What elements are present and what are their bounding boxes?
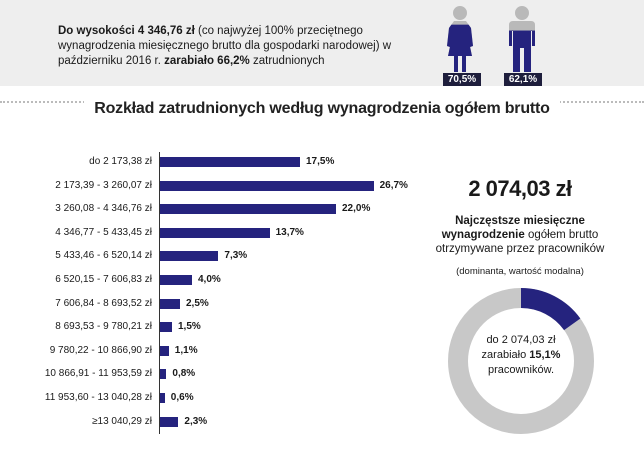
bar	[160, 417, 178, 427]
bar-value-label: 0,8%	[172, 368, 196, 380]
bar-value-label: 17,5%	[306, 156, 335, 167]
bar-value-label: 26,7%	[379, 179, 408, 191]
bar	[160, 299, 180, 309]
donut-caption	[466, 333, 576, 378]
category-label: 10 866,91 - 11 953,59 zł	[44, 368, 152, 380]
bar	[160, 228, 270, 238]
category-label: do 2 173,38 zł	[89, 156, 152, 167]
bar-value-label: 1,5%	[178, 321, 201, 333]
mode-desc-bold-2: wynagrodzenie	[441, 229, 525, 241]
man-icon	[498, 4, 546, 74]
man-fill	[498, 31, 546, 74]
bar	[160, 275, 192, 285]
mode-description	[410, 214, 630, 256]
bar-value-label: 7,3%	[224, 250, 248, 262]
category-label: 8 693,53 - 9 780,21 zł	[55, 321, 152, 333]
bar-value-label: 4,0%	[198, 274, 221, 285]
donut-line-2b: 15,1%	[529, 349, 561, 361]
mode-note: (dominanta, wartość modalna)	[456, 266, 584, 277]
intro-text-2: zatrudnionych	[249, 55, 325, 67]
bar-value-label: 2,3%	[184, 415, 208, 427]
mode-desc-1: ogółem brutto	[524, 229, 599, 241]
bar	[160, 251, 218, 261]
mode-value: 2 074,03 zł	[468, 176, 572, 201]
bar	[160, 181, 374, 191]
category-label: 11 953,60 - 13 040,28 zł	[44, 392, 152, 403]
donut-line-1: do 2 074,03 zł	[486, 334, 556, 346]
mode-desc-bold-1: Najczęstsze miesięczne	[455, 215, 585, 227]
intro-bold-1: Do wysokości 4 346,76 zł	[58, 25, 195, 37]
category-label: 4 346,77 - 5 433,45 zł	[55, 226, 152, 238]
bar	[160, 322, 172, 332]
woman-fill	[436, 25, 484, 74]
category-label: 9 780,22 - 10 866,90 zł	[49, 344, 152, 356]
men-percentage: 62,1%	[504, 73, 542, 86]
mode-desc-2: otrzymywane przez pracowników	[435, 243, 605, 255]
category-label: ≥13 040,29 zł	[92, 415, 152, 427]
category-label: 6 520,15 - 7 606,83 zł	[55, 274, 152, 285]
women-percentage: 70,5%	[443, 73, 481, 86]
category-label: 5 433,46 - 6 520,14 zł	[55, 250, 152, 262]
donut-line-3: pracowników.	[487, 364, 555, 376]
category-label: 7 606,84 - 8 693,52 zł	[55, 297, 152, 309]
bar	[160, 157, 300, 167]
bar-value-label: 0,6%	[170, 392, 194, 403]
section-title	[0, 100, 644, 118]
section-title-text: Rozkład zatrudnionych według wynagrodzenia ogółem brutto	[84, 100, 560, 117]
woman-icon	[436, 4, 484, 74]
chart-axis	[159, 152, 160, 434]
category-label: 3 260,08 - 4 346,76 zł	[55, 203, 152, 215]
category-label: 2 173,39 - 3 260,07 zł	[55, 179, 152, 191]
bar	[160, 393, 165, 403]
bar-value-label: 2,5%	[186, 297, 209, 309]
bar	[160, 204, 336, 214]
intro-text-1: (co najwyżej 100% przeciętnego wynagrodzenia miesięcznego brutto dla gospodarki narodowej) w październiku 2016 r.	[58, 25, 392, 67]
bar	[160, 369, 166, 379]
intro-text	[58, 24, 418, 69]
intro-bold-2: zarabiało 66,2%	[164, 55, 250, 67]
bar	[160, 346, 169, 356]
bar-value-label: 13,7%	[275, 226, 304, 238]
donut-line-2a: zarabiało	[481, 349, 530, 361]
bar-value-label: 1,1%	[174, 344, 198, 356]
bar-value-label: 22,0%	[342, 203, 371, 215]
